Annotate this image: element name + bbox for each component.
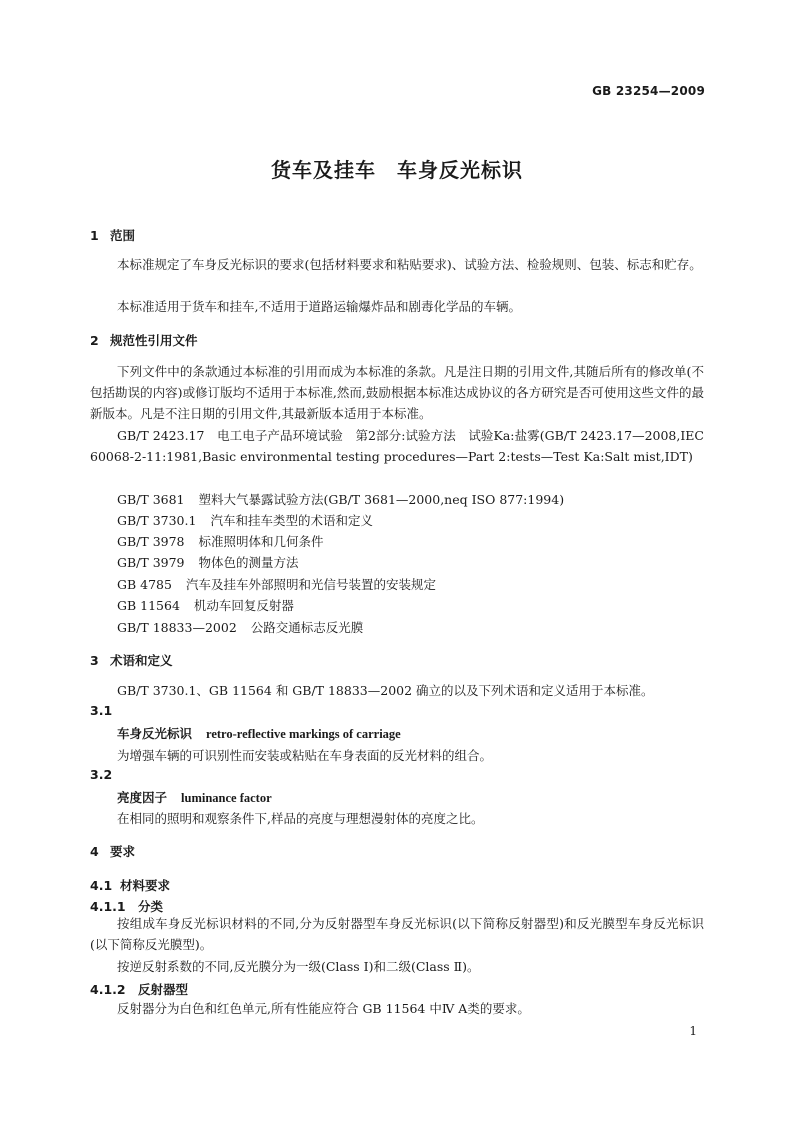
reference-title: 标准照明体和几何条件	[198, 534, 324, 549]
reference-title: 汽车及挂车外部照明和光信号装置的安装规定	[185, 577, 436, 592]
section-3-heading	[90, 651, 173, 669]
reference-code: GB/T 3978	[117, 534, 185, 549]
reference-code: GB/T 3730.1	[117, 513, 197, 528]
standard-number: GB 23254—2009	[592, 84, 705, 98]
term-heading	[117, 788, 272, 806]
reference-code: GB/T 3979	[117, 555, 185, 570]
subsection-4-1-1-paragraph-2: 按逆反射系数的不同,反光膜分为一级(Class Ⅰ)和二级(Class Ⅱ)。	[117, 959, 480, 974]
subsection-4-1-2-paragraph-1: 反射器分为白色和红色单元,所有性能应符合 GB 11564 中Ⅳ A类的要求。	[117, 1001, 530, 1016]
reference-item	[117, 532, 324, 550]
section-title: 要求	[110, 844, 136, 859]
section-3-intro: GB/T 3730.1、GB 11564 和 GB/T 18833—2002 确立的以及下列术语和定义适用于本标准。	[117, 683, 654, 698]
section-title: 范围	[110, 228, 136, 243]
term-number: 3.1	[90, 703, 113, 718]
reference-title: 物体色的测量方法	[198, 555, 299, 570]
subsection-number: 4.1	[90, 878, 113, 893]
term-heading	[117, 724, 401, 742]
section-2-heading	[90, 331, 198, 349]
section-number: 4	[90, 844, 99, 859]
term-chinese: 车身反光标识	[117, 726, 193, 741]
term-definition: 为增强车辆的可识别性而安装或粘贴在车身表面的反光材料的组合。	[117, 748, 493, 763]
reference-item	[117, 618, 363, 636]
section-number: 3	[90, 653, 99, 668]
term-english: luminance factor	[181, 791, 272, 805]
reference-code: GB 4785	[117, 577, 172, 592]
subsection-number: 4.1.2	[90, 982, 126, 997]
reference-code: GB/T 3681	[117, 492, 185, 507]
reference-title: 汽车和挂车类型的术语和定义	[210, 513, 373, 528]
reference-code: GB/T 18833—2002	[117, 620, 237, 635]
section-1-heading	[90, 226, 135, 244]
reference-item	[117, 575, 436, 593]
reference-item	[117, 490, 564, 508]
section-title: 规范性引用文件	[110, 333, 198, 348]
section-2-intro: 下列文件中的条款通过本标准的引用而成为本标准的条款。凡是注日期的引用文件,其随后所有的修改单(不包括勘误的内容)或修订版均不适用于本标准,然而,鼓励根据本标准达成协议的各方研究是否可使用这些文件的最新版本。凡是不注日期的引用文件,其最新版本适用于本标准。	[90, 364, 704, 421]
subsection-number: 4.1.1	[90, 899, 126, 914]
reference-title: 塑料大气暴露试验方法(GB/T 3681—2000,neq ISO 877:1994)	[198, 492, 565, 507]
term-chinese: 亮度因子	[117, 790, 168, 805]
section-title: 术语和定义	[110, 653, 173, 668]
reference-item	[117, 596, 294, 614]
reference-item	[117, 553, 299, 571]
reference-title: 公路交通标志反光膜	[250, 620, 364, 635]
term-definition: 在相同的照明和观察条件下,样品的亮度与理想漫射体的亮度之比。	[117, 811, 484, 826]
page-number: 1	[689, 1024, 697, 1038]
section-1-paragraph-2: 本标准适用于货车和挂车,不适用于道路运输爆炸品和剧毒化学品的车辆。	[117, 299, 521, 314]
section-4-heading	[90, 842, 135, 860]
term-number: 3.2	[90, 767, 113, 782]
subsection-4-1-2-heading	[90, 980, 188, 998]
subsection-title: 材料要求	[120, 878, 171, 893]
section-number: 2	[90, 333, 99, 348]
reference-title: 机动车回复反射器	[193, 598, 294, 613]
section-1-paragraph-1: 本标准规定了车身反光标识的要求(包括材料要求和粘贴要求)、试验方法、检验规则、包装、标志和贮存。	[117, 257, 702, 272]
subsection-title: 分类	[138, 899, 164, 914]
page-title: 货车及挂车 车身反光标识	[271, 158, 523, 182]
reference-gb-t-2423-17: GB/T 2423.17 电工电子产品环境试验 第2部分:试验方法 试验Ka:盐雾(GB/T 2423.17—2008,IEC 60068-2-11:1981,Basic environmental testing procedures—Part 2:tests—Test Ka:Salt mist,IDT)	[90, 428, 704, 464]
subsection-4-1-heading	[90, 876, 170, 894]
reference-code: GB 11564	[117, 598, 180, 613]
subsection-title: 反射器型	[138, 982, 189, 997]
section-number: 1	[90, 228, 99, 243]
term-english: retro-reflective markings of carriage	[206, 727, 401, 741]
subsection-4-1-1-paragraph-1: 按组成车身反光标识材料的不同,分为反射器型车身反光标识(以下简称反射器型)和反光膜型车身反光标识(以下简称反光膜型)。	[90, 916, 704, 952]
reference-item	[117, 511, 373, 529]
